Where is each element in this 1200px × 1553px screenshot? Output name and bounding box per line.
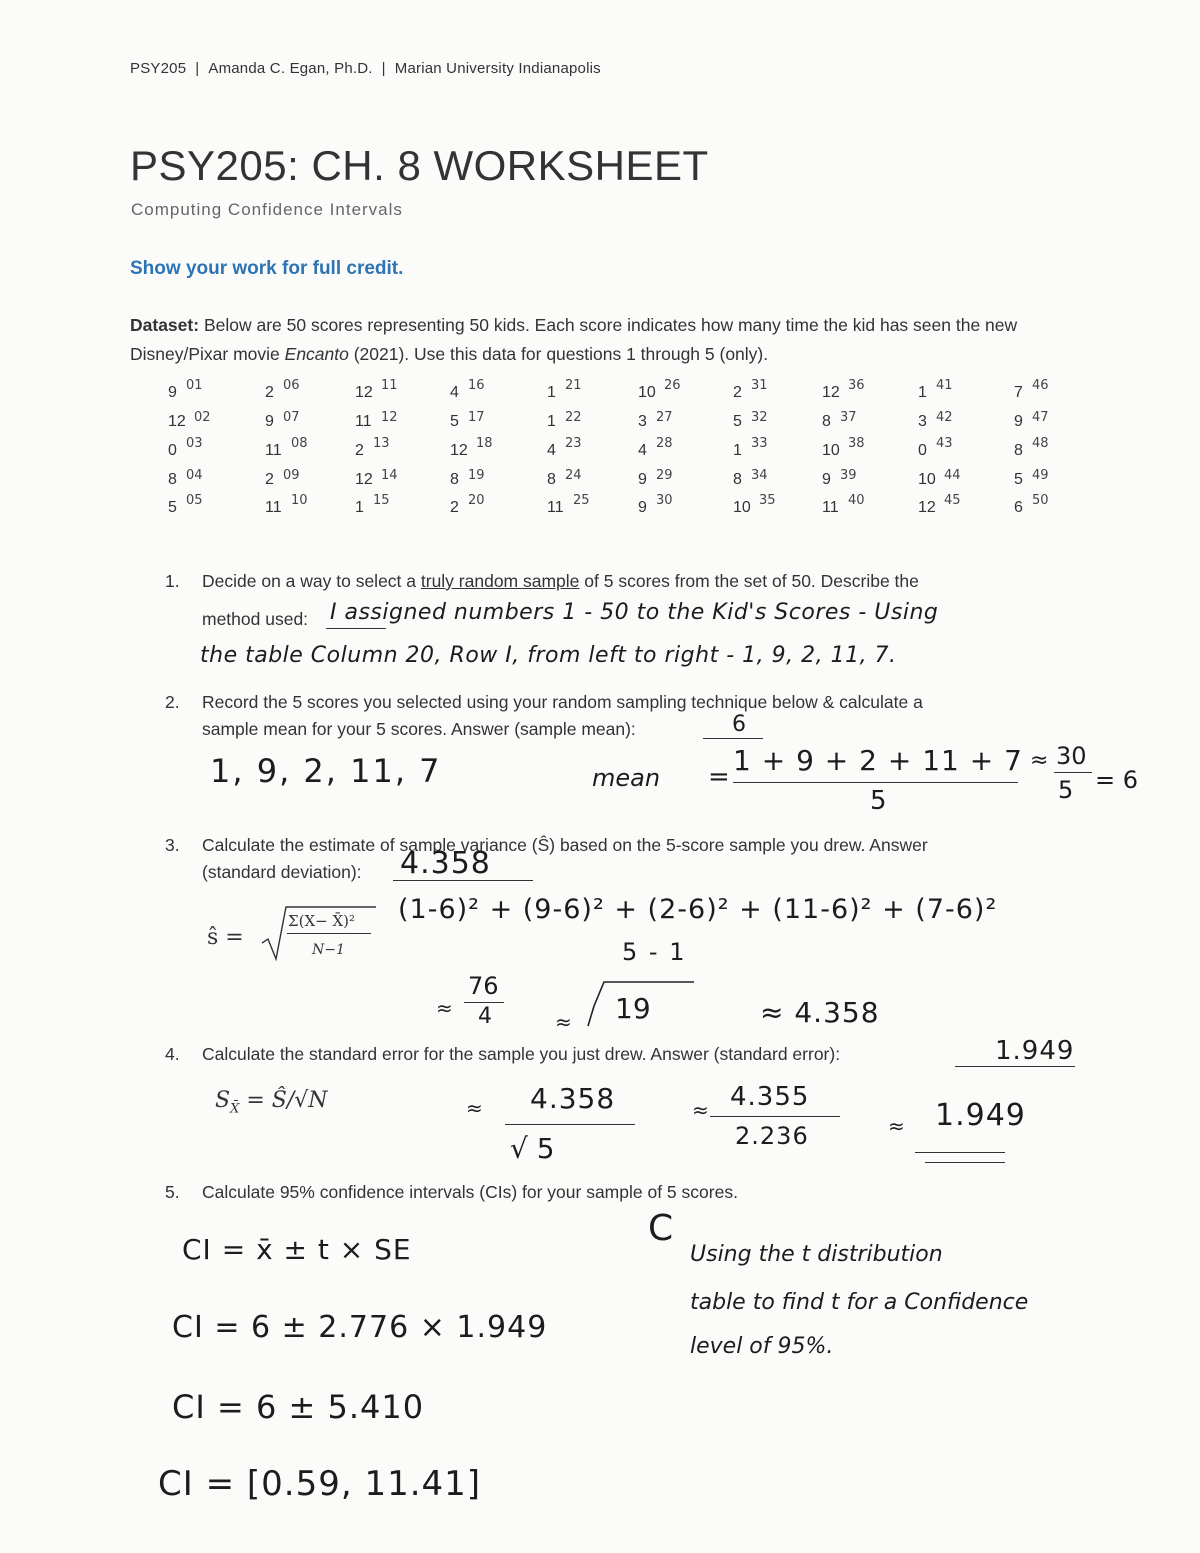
score-value: 12 <box>355 384 373 401</box>
dataset-label: Dataset: <box>130 315 200 335</box>
q2-answer: 6 <box>732 712 746 737</box>
score-id-handwritten: 41 <box>936 378 953 393</box>
q4-work1-denominator: √ 5 <box>510 1132 555 1165</box>
score-value: 4 <box>638 442 647 459</box>
q5-line-4: CI = [0.59, 11.41] <box>158 1464 482 1504</box>
score-value: 4 <box>450 384 459 401</box>
q1-answer-underline <box>326 628 386 629</box>
score-id-handwritten: 17 <box>468 410 485 425</box>
score-id-handwritten: 16 <box>468 378 485 393</box>
score-id-handwritten: 45 <box>944 493 961 508</box>
dataset-text-after: (2021). Use this data for questions 1 through 5 (only). <box>348 344 769 364</box>
q4-approx-2: ≈ <box>692 1098 709 1122</box>
q1-method-label: method used: <box>202 609 309 629</box>
score-id-handwritten: 18 <box>476 436 493 451</box>
score-value: 12 <box>168 413 186 430</box>
score-id-handwritten: 28 <box>656 436 673 451</box>
q4-work2-numerator: 4.355 <box>730 1082 810 1112</box>
score-id-handwritten: 20 <box>468 493 485 508</box>
score-id-handwritten: 05 <box>186 493 203 508</box>
score-id-handwritten: 49 <box>1032 468 1049 483</box>
q1-text-b: of 5 scores from the set of 50. Describe the <box>579 571 919 591</box>
score-value: 11 <box>547 499 564 516</box>
q3-step-approx-2: ≈ <box>555 1010 572 1034</box>
q3-step-bar <box>464 1002 504 1003</box>
q4-work-result: 1.949 <box>935 1098 1026 1133</box>
q5-prompt: Calculate 95% confidence intervals (CIs) for your sample of 5 scores. <box>202 1182 738 1202</box>
score-value: 11 <box>265 442 282 459</box>
score-value: 10 <box>822 442 840 459</box>
score-value: 6 <box>1014 499 1023 516</box>
score-id-handwritten: 50 <box>1032 493 1049 508</box>
score-value: 2 <box>733 384 742 401</box>
q2-selected-scores: 1, 9, 2, 11, 7 <box>210 752 442 790</box>
score-value: 2 <box>355 442 364 459</box>
score-value: 8 <box>822 413 831 430</box>
score-id-handwritten: 23 <box>565 436 582 451</box>
course-code: PSY205 <box>130 60 187 77</box>
q4-answer-line <box>955 1066 1075 1067</box>
q2-result: = 6 <box>1095 766 1139 794</box>
score-id-handwritten: 19 <box>468 468 485 483</box>
score-value: 9 <box>1014 413 1023 430</box>
q3-step-denominator: 4 <box>478 1004 492 1029</box>
q3-step-sqrt-value: 19 <box>615 992 651 1025</box>
q2-sum-fraction-bar <box>1054 772 1092 773</box>
q1-number: 1. <box>165 571 180 591</box>
q5-line-3: CI = 6 ± 5.410 <box>172 1388 425 1426</box>
q2-prompt-2: sample mean for your 5 scores. Answer (sample mean): <box>202 719 636 739</box>
q2-prompt: Record the 5 scores you selected using your random sampling technique below & calculate a <box>202 692 923 712</box>
q3-prompt-2: (standard deviation): <box>202 862 362 882</box>
score-id-handwritten: 42 <box>936 410 953 425</box>
score-value: 9 <box>822 471 831 488</box>
score-id-handwritten: 15 <box>373 493 390 508</box>
score-id-handwritten: 43 <box>936 436 953 451</box>
score-value: 2 <box>450 499 459 516</box>
score-value: 2 <box>265 471 274 488</box>
score-value: 12 <box>355 471 373 488</box>
score-value: 1 <box>547 413 556 430</box>
instructor-name: Amanda C. Egan, Ph.D. <box>208 60 373 77</box>
score-value: 1 <box>918 384 927 401</box>
score-id-handwritten: 14 <box>381 468 398 483</box>
score-id-handwritten: 08 <box>291 436 308 451</box>
score-id-handwritten: 44 <box>944 468 961 483</box>
instruction-text: Show your work for full credit. <box>130 258 404 279</box>
q4-formula-s: S <box>215 1088 231 1113</box>
score-id-handwritten: 27 <box>656 410 673 425</box>
score-value: 7 <box>1014 384 1023 401</box>
score-id-handwritten: 34 <box>751 468 768 483</box>
q5-note-bracket: C <box>648 1208 674 1249</box>
score-id-handwritten: 47 <box>1032 410 1049 425</box>
q3-formula-bar <box>287 933 371 934</box>
q2-mean-numerator: 1 + 9 + 2 + 11 + 7 <box>733 744 1023 777</box>
q5-note-line-1: Using the t distribution <box>690 1242 943 1267</box>
score-value: 5 <box>450 413 459 430</box>
score-value: 8 <box>450 471 459 488</box>
score-id-handwritten: 48 <box>1032 436 1049 451</box>
score-id-handwritten: 36 <box>848 378 865 393</box>
score-id-handwritten: 03 <box>186 436 203 451</box>
score-id-handwritten: 39 <box>840 468 857 483</box>
q4-approx-3: ≈ <box>888 1114 905 1138</box>
score-id-handwritten: 46 <box>1032 378 1049 393</box>
q2-sum: 30 <box>1056 742 1087 770</box>
score-id-handwritten: 35 <box>759 493 776 508</box>
dataset-text-before: Below are 50 scores representing 50 kids. Each score indicates how many time the kid has seen the new Disney/Pixar movie <box>130 315 1018 364</box>
q3-step-numerator: 76 <box>468 972 499 1000</box>
q1-text-a: Decide on a way to select a <box>202 571 421 591</box>
score-id-handwritten: 38 <box>848 436 865 451</box>
score-value: 8 <box>1014 442 1023 459</box>
q2-sum-denominator: 5 <box>1058 776 1074 804</box>
score-value: 4 <box>547 442 556 459</box>
score-value: 5 <box>1014 471 1023 488</box>
q3-prompt: Calculate the estimate of sample variance (Ŝ) based on the 5-score sample you drew. Answer <box>202 835 928 855</box>
score-id-handwritten: 31 <box>751 378 768 393</box>
score-id-handwritten: 10 <box>291 493 308 508</box>
movie-title: Encanto <box>284 344 349 364</box>
q4-formula-rest: = Ŝ/√N <box>239 1088 328 1113</box>
score-id-handwritten: 02 <box>194 410 211 425</box>
score-value: 1 <box>547 384 556 401</box>
header-separator: | <box>195 60 200 77</box>
q1-answer-line-1: I assigned numbers 1 - 50 to the Kid's Scores - Using <box>330 600 939 625</box>
score-id-handwritten: 21 <box>565 378 582 393</box>
score-value: 9 <box>638 471 647 488</box>
dataset-description <box>130 311 1090 369</box>
score-value: 5 <box>733 413 742 430</box>
q2-equals: = <box>708 762 730 792</box>
score-value: 1 <box>355 499 364 516</box>
score-value: 3 <box>918 413 927 430</box>
score-id-handwritten: 06 <box>283 378 300 393</box>
q1-text-underlined: truly random sample <box>420 571 580 591</box>
score-value: 8 <box>547 471 556 488</box>
score-value: 12 <box>450 442 468 459</box>
q4-formula <box>215 1088 328 1116</box>
score-value: 2 <box>265 384 274 401</box>
q1-prompt <box>202 568 1102 595</box>
score-id-handwritten: 26 <box>664 378 681 393</box>
q4-number: 4. <box>165 1044 180 1064</box>
score-value: 11 <box>355 413 372 430</box>
q5-line-1: CI = x̄ ± t × SE <box>182 1233 412 1266</box>
q2-mean-label: mean <box>592 764 661 792</box>
score-id-handwritten: 32 <box>751 410 768 425</box>
header-separator: | <box>381 60 386 77</box>
university-name: Marian University Indianapolis <box>394 60 601 77</box>
score-value: 9 <box>168 384 177 401</box>
score-id-handwritten: 12 <box>381 410 398 425</box>
page-subtitle: Computing Confidence Intervals <box>131 200 403 219</box>
score-id-handwritten: 25 <box>573 493 590 508</box>
q2-approx-sign: ≈ <box>1030 748 1049 773</box>
q2-answer-line <box>703 738 763 739</box>
q4-prompt: Calculate the standard error for the sample you just drew. Answer (standard error): <box>202 1044 841 1064</box>
score-value: 0 <box>918 442 927 459</box>
score-value: 8 <box>733 471 742 488</box>
q3-work-denominator: 5 - 1 <box>622 938 687 966</box>
score-id-handwritten: 24 <box>565 468 582 483</box>
q3-number: 3. <box>165 835 180 855</box>
score-id-handwritten: 13 <box>373 436 390 451</box>
score-value: 10 <box>733 499 751 516</box>
q4-work2-bar <box>710 1116 840 1117</box>
score-id-handwritten: 09 <box>283 468 300 483</box>
q5-note-line-2: table to find t for a Confidence <box>690 1290 1029 1315</box>
score-value: 5 <box>168 499 177 516</box>
score-value: 12 <box>822 384 840 401</box>
score-id-handwritten: 07 <box>283 410 300 425</box>
q3-work-numerator: (1-6)² + (9-6)² + (2-6)² + (11-6)² + (7-6)² <box>398 894 998 925</box>
q1-answer-line-2: the table Column 20, Row I, from left to right - 1, 9, 2, 11, 7. <box>200 643 897 668</box>
score-id-handwritten: 30 <box>656 493 673 508</box>
q4-formula-subscript: X̄ <box>230 1101 240 1117</box>
q2-number: 2. <box>165 692 180 712</box>
q4-approx-1: ≈ <box>466 1096 483 1120</box>
q5-line-2: CI = 6 ± 2.776 × 1.949 <box>172 1310 548 1345</box>
score-value: 9 <box>265 413 274 430</box>
score-value: 12 <box>918 499 936 516</box>
q3-formula-denominator: N−1 <box>312 942 345 958</box>
score-id-handwritten: 29 <box>656 468 673 483</box>
q4-work2-denominator: 2.236 <box>735 1122 809 1150</box>
score-id-handwritten: 37 <box>840 410 857 425</box>
q3-formula-lhs: ŝ = <box>207 925 244 950</box>
score-value: 3 <box>638 413 647 430</box>
score-value: 10 <box>918 471 936 488</box>
q5-number: 5. <box>165 1182 180 1202</box>
q3-step-approx: ≈ <box>436 996 453 1020</box>
score-value: 11 <box>265 499 282 516</box>
score-value: 8 <box>168 471 177 488</box>
score-value: 11 <box>822 499 839 516</box>
q4-work1-numerator: 4.358 <box>530 1082 616 1115</box>
q2-mean-denominator: 5 <box>870 786 887 816</box>
score-id-handwritten: 11 <box>381 378 398 393</box>
q4-work1-bar <box>505 1124 635 1125</box>
q4-result-underline-1 <box>915 1152 1005 1153</box>
q3-formula-numerator: Σ(X− X̄)² <box>288 912 356 930</box>
score-id-handwritten: 04 <box>186 468 203 483</box>
score-id-handwritten: 40 <box>848 493 865 508</box>
score-value: 0 <box>168 442 177 459</box>
score-id-handwritten: 22 <box>565 410 582 425</box>
score-id-handwritten: 33 <box>751 436 768 451</box>
score-value: 9 <box>638 499 647 516</box>
q5-note-line-3: level of 95%. <box>690 1334 834 1359</box>
q2-fraction-bar <box>733 782 1018 783</box>
q4-result-underline-2 <box>925 1162 1005 1163</box>
document-header <box>130 60 601 77</box>
q3-step-result: ≈ 4.358 <box>760 996 880 1029</box>
q3-answer: 4.358 <box>400 846 491 881</box>
page-title: PSY205: CH. 8 WORKSHEET <box>130 142 709 189</box>
score-value: 10 <box>638 384 656 401</box>
q4-answer: 1.949 <box>995 1036 1075 1066</box>
score-value: 1 <box>733 442 742 459</box>
score-id-handwritten: 01 <box>186 378 203 393</box>
